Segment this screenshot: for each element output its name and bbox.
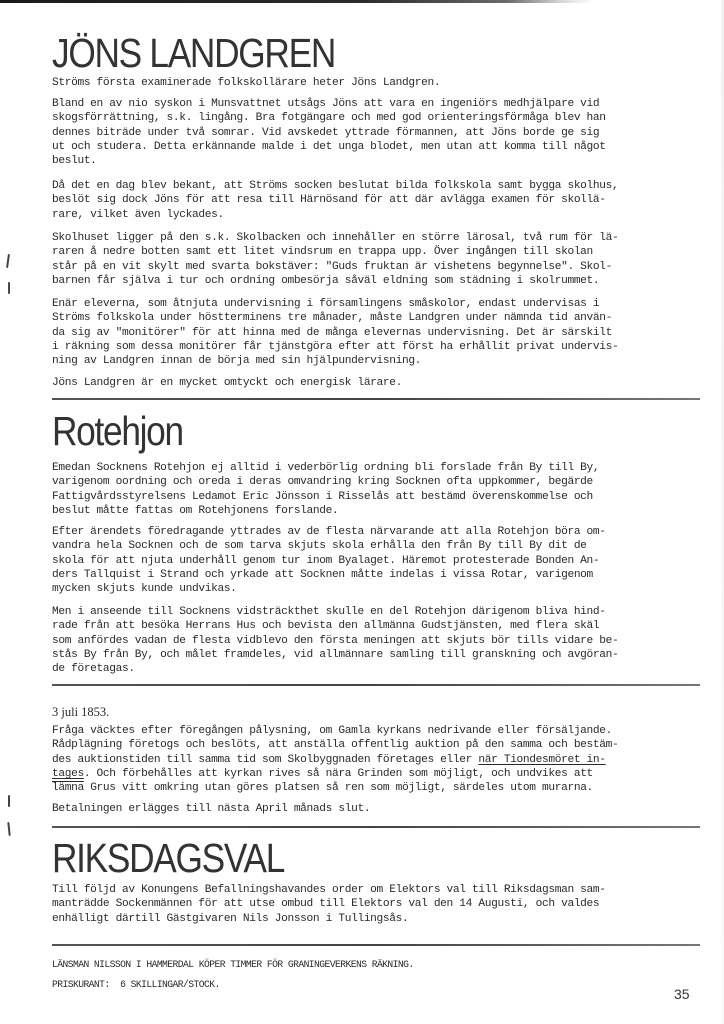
text-line: manträdde Sockenmännen för att utse ombud till Elektors val den 14 Augusti, och valdes [52,898,600,911]
margin-mark [8,795,10,807]
text-line: raren å nedre botten samt ett litet vindsrum en trappa upp. Över ingången till skolan [52,246,593,259]
text-line: vandra hela Socknen och de som tarva skjuts skola erhålla den från By till By dit de [52,540,587,553]
section-divider [52,826,700,828]
text-line [52,781,704,795]
text-line: ut och studera. Detta erkännande malde i det unga blodet, men utan att komma till något [52,140,606,153]
text-line: varigenom oordning och oreda i deras omvandring kring Socknen ofta uppkommer, begärde [52,476,593,489]
section-divider [52,684,700,686]
section-divider [52,398,700,400]
text-line: enhälligt därtill Gästgivaren Nils Jonsson i Tullingsås. [52,912,409,925]
text-line: Rådplägning företogs och beslöts, att anställa offentlig auktion på den samma och bestäm- [52,739,619,752]
text-line: Ströms folkskola under höstterminens tre månader, måste Landgren under nämnda tid använ- [52,312,612,325]
paragraph [52,297,704,368]
paragraph [52,461,704,518]
margin-mark [6,254,10,268]
section-title-rotehjon: Rotehjon [52,408,183,454]
underlined-text: tages [52,767,84,780]
section-body-jons-landgren [52,76,704,90]
text-line: mycken skjuts kunde undvikas. [52,583,237,596]
text-line: ning av Landgren innan de börja med sin hjälpundervisning. [52,355,422,368]
paragraph: Ströms första examinerade folkskollärare heter Jöns Landgren. [52,77,441,89]
text-line: Betalningen erlägges till nästa April månads slut. [52,803,371,815]
text-line: i räkning som dessa monitörer får tjänstgöra efter att först ha erhållit privat undervis- [52,340,619,353]
paragraph [52,231,704,288]
text-line: Enär eleverna, som åtnjuta undervisning i församlingens småskolor, endast undervisas i [52,298,600,310]
text-line: beslut. [52,155,97,168]
text-line: Fattigvårdsstyrelsens Ledamot Eric Jönsson i Risselås att bestämd överenskommelse och [52,490,593,503]
page-number: 35 [674,986,690,1002]
overlined-text: lämna [52,782,84,795]
margin-mark [7,822,10,836]
text-line: dennes biträde under två somrar. Vid avskedet yttrade förmannen, att Jöns borde ge sig [52,126,600,139]
paragraph [52,883,704,926]
text-line: Skolhuset ligger på den s.k. Skolbacken och innehåller en större lärosal, två rum för lä- [52,232,619,244]
section-title-riksdagsval: RIKSDAGSVAL [52,835,285,881]
meeting-date [52,705,704,719]
text-line: stås By från By, och målet framdeles, vid allmännare samling till granskning och avgöran- [52,648,619,661]
paragraph [52,179,704,222]
text-line [52,767,704,781]
paragraph [52,802,704,816]
text-span: des auktionstiden till samma tid som Skolbyggnaden företages eller [52,753,479,766]
paragraph [52,376,704,390]
text-span: Grus vitt omkring utan göres platsen så ren som möjligt, särdeles utom murarna. [83,782,593,795]
section-title-jons-landgren: JÖNS LANDGREN [52,30,335,76]
text-line: Bland en av nio syskon i Munsvattnet utsågs Jöns att vara en ingeniörs medhjälpare vid [52,98,600,110]
paragraph [52,724,704,795]
text-line: Emedan Socknens Rotehjon ej alltid i vederbörlig ordning bli forslade från By till By, [52,462,600,474]
text-line: de företagas. [52,663,135,676]
date-text: 3 juli 1853. [52,705,110,719]
text-line: Till följd av Konungens Befallningshavandes order om Elektors val till Riksdagsman sam- [52,884,606,896]
text-line: som anfördes vadan de flesta vidblevo den första meningen att skjuts bör tills vidare be- [52,634,619,647]
notice-line: PRISKURANT: 6 SKILLINGAR/STOCK. [52,979,220,991]
text-line: Jöns Landgren är en mycket omtyckt och energisk lärare. [52,377,402,389]
section-divider [52,944,700,946]
text-line: rade från att besöka Herrans Hus och bevista den allmänna Gudstjänsten, med flera skäl [52,620,600,633]
text-line: barnen får själva i tur och ordning ombesörja såväl eldning som städning i skolrummet. [52,274,600,287]
text-line: da sig av "monitörer" för att hinna med de många elevernas undervisning. Det är särskilt [52,326,612,339]
scan-edge-top [0,0,724,3]
paragraph [52,97,704,168]
text-line: skola för att njuta underhåll genom tur inom Byalaget. Häremot protesterade Bonden An- [52,554,600,567]
text-line: ders Tallquist i Strand och yrkade att Socknen måtte indelas i vissa Rotar, varigenom [52,568,593,581]
text-line: Fråga väcktes efter föregången pålysning, om Gamla kyrkans nedrivande eller försäljande. [52,725,612,737]
notice-line: LÄNSMAN NILSSON I HAMMERDAL KÖPER TIMMER FÖR GRANINGEVERKENS RÄKNING. [52,959,414,971]
text-span: . Och förbehålles att kyrkan rives så nära Grinden som möjligt, och undvikes att [83,767,593,780]
text-line: Efter ärendets föredragande yttrades av de flesta närvarande att alla Rotehjon böra om- [52,526,606,538]
text-line: beslöt sig dock Jöns för att resa till Härnösand för att där avlägga examen för skollä- [52,194,606,207]
underlined-text: när Tiondesmöret in- [478,753,606,766]
paragraph [52,525,704,596]
text-line: rare, vilket även lyckades. [52,208,224,221]
text-line: står på en vit skylt med svarta bokstäver: "Guds fruktan är vishetens begynnelse". Skol- [52,260,612,273]
paragraph [52,605,704,676]
text-line: Då det en dag blev bekant, att Ströms socken beslutat bilda folkskola samt bygga skolhus, [52,180,619,192]
text-line [52,753,704,767]
text-line: Men i anseende till Socknens vidsträckthet skulle en del Rotehjon därigenom bliva hind- [52,606,606,618]
text-line: beslut måtte fattas om Rotehjonens forslande. [52,504,339,517]
text-line: skogsförrättning, s.k. lingång. Bra fotgängare och med god orienteringsförmåga blev han [52,112,606,125]
margin-mark [8,282,10,294]
